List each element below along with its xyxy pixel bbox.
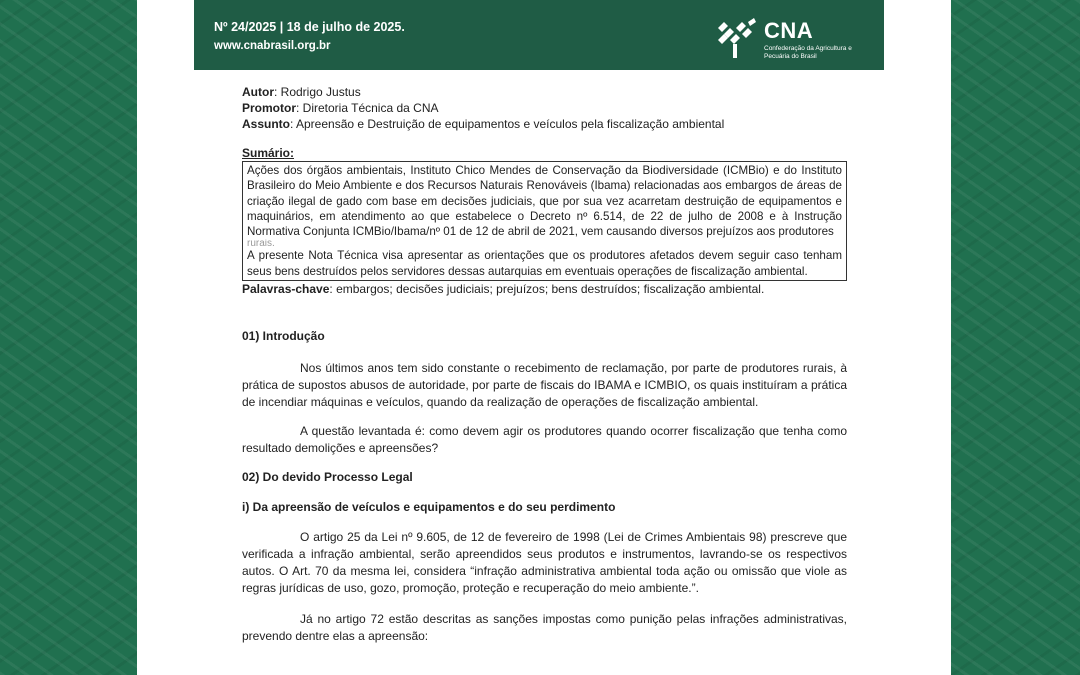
intro-paragraph-1: Nos últimos anos tem sido constante o recebimento de reclamação, por parte de produtores rurais, à prática de supostos abusos de autoridade, por parte de fiscais do IBAMA e ICMBIO, os quais instituíram a prática de incendiar máquinas e veículos, quando da realização de operações de fiscalização ambiental. [242,361,847,410]
process-paragraph-2: Já no artigo 72 estão descritas as sanções impostas como punição pelas infrações administrativas, prevendo dentre elas a apreensão: [242,612,847,644]
logo-tagline: Confederação da Agricultura e Pecuária do Brasil [764,45,852,60]
issue-number: Nº 24/2025 | 18 de julho de 2025. [214,20,405,34]
author-line [242,84,847,100]
subject-line [242,116,847,132]
keywords-line [242,281,847,297]
cna-leaf-logo-icon [714,18,758,58]
process-paragraph-1: O artigo 25 da Lei nº 9.605, de 12 de fevereiro de 1998 (Lei de Crimes Ambientais 98) prescreve que verificada a infração ambiental, serão apreendidos seus produtos e instrumentos, lavrando-se os respectivos autos. O Art. 70 da mesma lei, considera “infração administrativa ambiental toda ação ou omissão que viole as regras jurídicas de uso, gozo, promoção, proteção e recuperação do meio ambiente.”. [242,530,847,596]
summary-paragraph-1-tail: rurais. [247,239,275,249]
document-content [242,84,847,645]
logo-brand: CNA [764,18,814,43]
promoter-line [242,100,847,116]
background-pattern-right [940,0,1080,675]
intro-heading: 01) Introdução [242,329,325,344]
cna-logo [714,18,874,62]
summary-title: Sumário: [242,146,295,160]
document-banner [194,0,884,70]
summary-box [242,161,847,281]
author-label: Autor [242,85,274,99]
subject-label: Assunto [242,117,290,131]
subject-value: : Apreensão e Destruição de equipamentos e veículos pela fiscalização ambiental [290,117,725,131]
background-pattern-left [0,0,140,675]
author-value: : Rodrigo Justus [274,85,361,99]
website-link[interactable]: www.cnabrasil.org.br [214,40,331,52]
promoter-value: : Diretoria Técnica da CNA [296,101,439,115]
document-metadata [242,84,847,132]
promoter-label: Promotor [242,101,296,115]
intro-paragraph-2: A questão levantada é: como devem agir os produtores quando ocorrer fiscalização que tenha como resultado demolições e apreensões? [242,424,847,456]
keywords-label: Palavras-chave [242,282,330,297]
summary-paragraph-2: A presente Nota Técnica visa apresentar as orientações que os produtores afetados devem seguir caso tenham seus bens destruídos pelos servidores dessas autarquias em eventuais operações de fiscalização ambiental. [247,249,842,278]
keywords-value: : embargos; decisões judiciais; prejuízos; bens destruídos; fiscalização ambiental. [329,282,765,297]
summary-paragraph-1: Ações dos órgãos ambientais, Instituto Chico Mendes de Conservação da Biodiversidade (ICMBio) e do Instituto Brasileiro do Meio Ambiente e dos Recursos Naturais Renováveis (Ibama) relacionadas aos embargos de áreas de criação ilegal de gado com base em decisões judiciais, que por sua vez acarretam destruição de equipamentos e maquinários, em atendimento ao que estabelece o Decreto nº 6.514, de 22 de julho de 2008 e à Instrução Normativa Conjunta ICMBio/Ibama/nº 01 de 12 de abril de 2021, vem causando diversos prejuízos aos produtores [247,164,842,239]
seizure-subheading: i) Da apreensão de veículos e equipamentos e do seu perdimento [242,500,616,515]
document-page [137,0,951,675]
process-heading: 02) Do devido Processo Legal [242,470,413,485]
